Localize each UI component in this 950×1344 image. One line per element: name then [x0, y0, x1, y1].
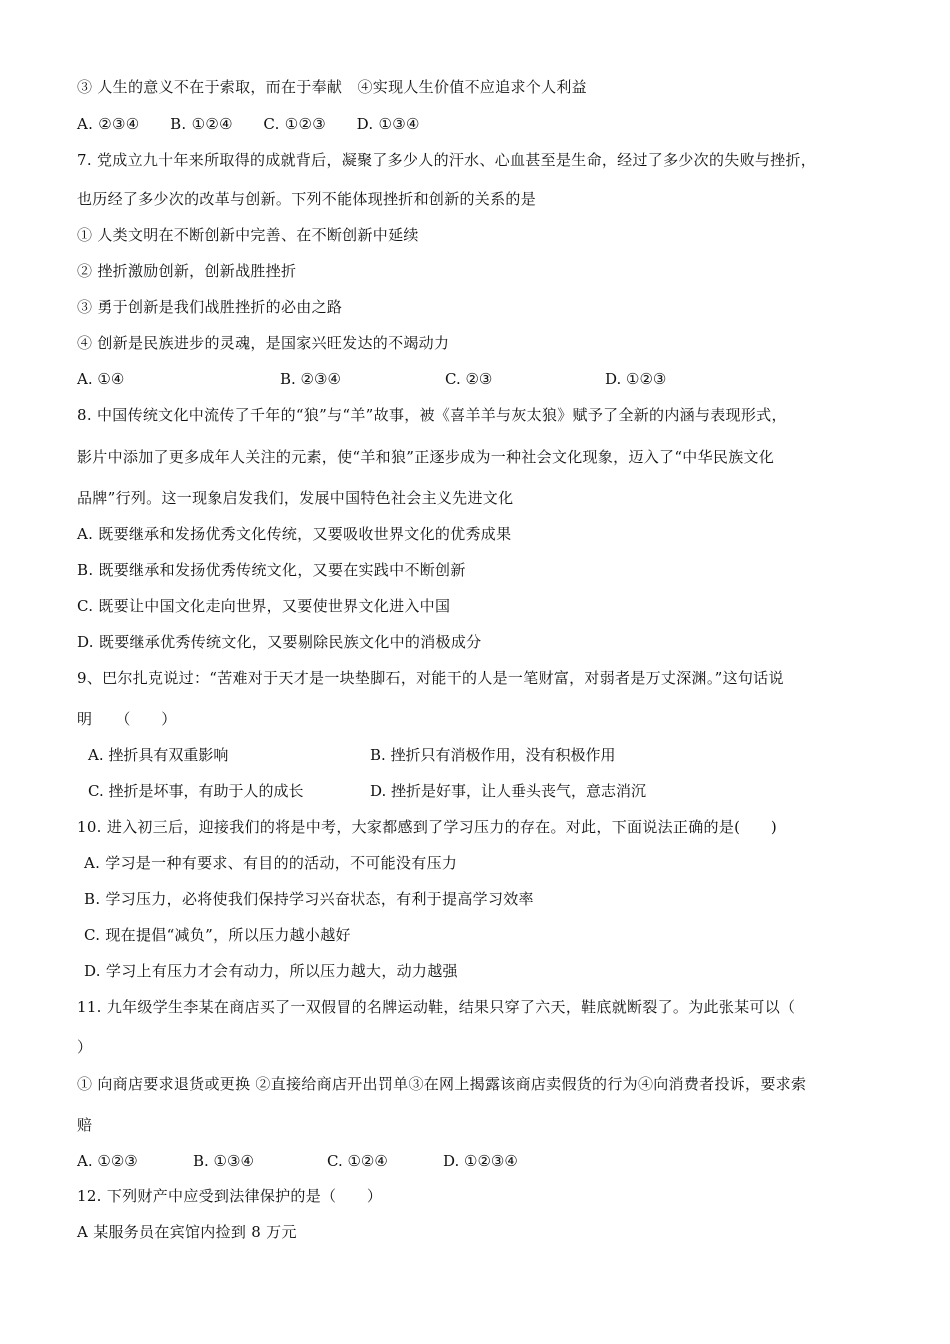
- q11-stem-line-1: 11. 九年级学生李某在商店买了一双假冒的名牌运动鞋，结果只穿了六天，鞋底就断裂了。为此张某可以（: [77, 998, 796, 1016]
- q11-option-c: C. ①②④: [327, 1152, 388, 1170]
- q9-option-b: B. 挫折只有消极作用，没有积极作用: [370, 746, 616, 764]
- q7-option-a: A. ①④: [77, 370, 125, 388]
- q7-option-c: C. ②③: [445, 370, 493, 388]
- q7-stem-line-2: 也历经了多少次的改革与创新。下列不能体现挫折和创新的关系的是: [77, 190, 537, 208]
- q10-option-a: A. 学习是一种有要求、有目的的活动，不可能没有压力: [84, 854, 458, 872]
- q8-option-d: D. 既要继承优秀传统文化，又要剔除民族文化中的消极成分: [77, 633, 482, 651]
- q8-stem-line-1: 8. 中国传统文化中流传了千年的“狼”与“羊”故事，被《喜羊羊与灰太狼》赋予了全新的内涵与表现形式，: [77, 406, 787, 424]
- q10-option-b: B. 学习压力，必将使我们保持学习兴奋状态，有利于提高学习效率: [84, 890, 534, 908]
- q12-stem: 12. 下列财产中应受到法律保护的是（ ）: [77, 1187, 383, 1205]
- q11-statements-line-1: ① 向商店要求退货或更换 ②直接给商店开出罚单③在网上揭露该商店卖假货的行为④向消费者投诉，要求索: [77, 1075, 807, 1093]
- q8-option-b: B. 既要继承和发扬优秀传统文化，又要在实践中不断创新: [77, 561, 466, 579]
- q7-option-d: D. ①②③: [605, 370, 667, 388]
- q6-statement-line: ③ 人生的意义不在于索取，而在于奉献 ④实现人生价值不应追求个人利益: [77, 78, 587, 96]
- q7-statement-3: ③ 勇于创新是我们战胜挫折的必由之路: [77, 298, 343, 316]
- q8-stem-line-3: 品牌”行列。这一现象启发我们，发展中国特色社会主义先进文化: [77, 489, 514, 507]
- q7-statement-2: ② 挫折激励创新，创新战胜挫折: [77, 262, 297, 280]
- q10-stem: 10. 进入初三后，迎接我们的将是中考，大家都感到了学习压力的存在。对此，下面说法正确的是( ): [77, 818, 778, 836]
- q9-stem-line-2: 明 （ ）: [77, 710, 177, 728]
- q6-options: A. ②③④ B. ①②④ C. ①②③ D. ①③④: [77, 115, 420, 133]
- q12-option-a: A 某服务员在宾馆内捡到 8 万元: [77, 1223, 297, 1241]
- q11-option-d: D. ①②③④: [443, 1152, 518, 1170]
- q10-option-c: C. 现在提倡“减负”，所以压力越小越好: [84, 926, 351, 944]
- q9-option-d: D. 挫折是好事，让人垂头丧气，意志消沉: [370, 782, 647, 800]
- q7-statement-4: ④ 创新是民族进步的灵魂，是国家兴旺发达的不竭动力: [77, 334, 450, 352]
- q11-option-b: B. ①③④: [193, 1152, 254, 1170]
- q8-stem-line-2: 影片中添加了更多成年人关注的元素，使“羊和狼”正逐步成为一种社会文化现象，迈入了“中华民族文化: [77, 448, 775, 466]
- q8-option-c: C. 既要让中国文化走向世界，又要使世界文化进入中国: [77, 597, 451, 615]
- q10-option-d: D. 学习上有压力才会有动力，所以压力越大，动力越强: [84, 962, 458, 980]
- q11-option-a: A. ①②③: [77, 1152, 138, 1170]
- q9-option-a: A. 挫折具有双重影响: [88, 746, 229, 764]
- q9-option-c: C. 挫折是坏事，有助于人的成长: [88, 782, 304, 800]
- q7-stem-line-1: 7. 党成立九十年来所取得的成就背后，凝聚了多少人的汗水、心血甚至是生命，经过了多少次的失败与挫折，: [77, 151, 817, 169]
- q7-option-b: B. ②③④: [280, 370, 341, 388]
- q7-statement-1: ① 人类文明在不断创新中完善、在不断创新中延续: [77, 226, 419, 244]
- q11-statements-line-2: 赔: [77, 1116, 93, 1134]
- q11-stem-line-2: ）: [77, 1038, 93, 1056]
- q8-option-a: A. 既要继承和发扬优秀文化传统，又要吸收世界文化的优秀成果: [77, 525, 512, 543]
- q9-stem-line-1: 9、巴尔扎克说过：“苦难对于天才是一块垫脚石，对能干的人是一笔财富，对弱者是万丈深渊。”这句话说: [77, 669, 784, 687]
